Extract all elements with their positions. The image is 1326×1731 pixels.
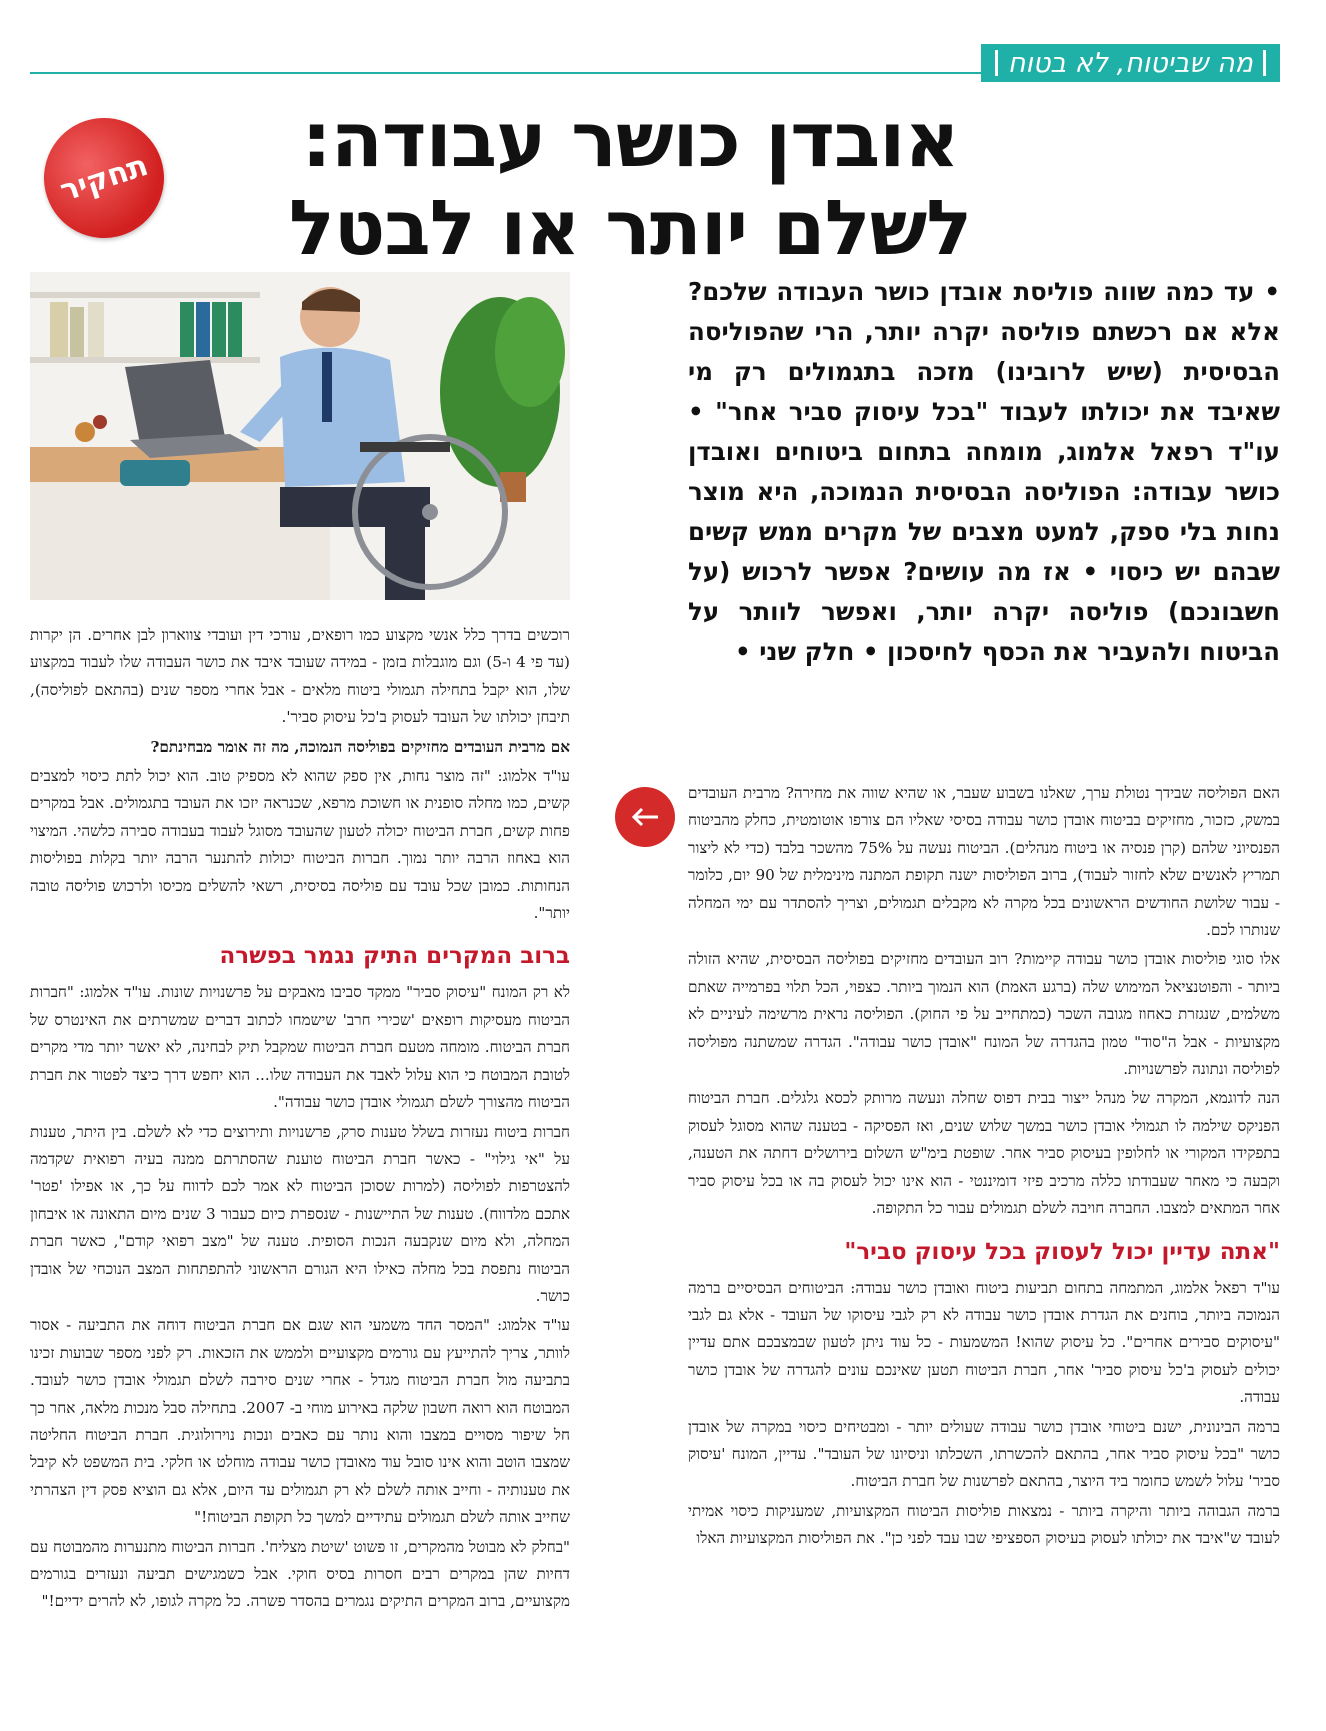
article-photo xyxy=(30,272,570,600)
office-wheelchair-photo xyxy=(30,272,570,600)
subheading-settlement: ברוב המקרים התיק נגמר בפשרה xyxy=(219,943,570,970)
left-column xyxy=(30,622,570,1618)
right-paragraph-4: עו"ד רפאל אלמוג, המתמחה בתחום תביעות ביטוח ואובדן כושר עבודה: הביטוחים הבסיסיים ברמה הנמוכה ביותר, בוחנים את הגדרת אובדן כושר עבודה לא רק לגבי עיסוקו של העובד - אלא גם לגבי "עיסוקים סבירים אחרים". כל עיסוק שהוא! המשמעות - כל עוד ניתן לטעון שבמצבכם אתם עדיין יכולים לעסוק ב'כל עיסוק סביר' אחר, חברת הביטוח תטען שאינכם עונים להגדרה של אובדן כושר עבודה. xyxy=(688,1278,1280,1407)
part-label: חלק שני • xyxy=(735,637,855,666)
section-tag xyxy=(981,44,1280,82)
section-tag-label: מה שביטוח, לא בטוח xyxy=(1007,47,1253,79)
right-column xyxy=(688,780,1280,1555)
subheading-reasonable-occupation: "אתה עדיין יכול לעסוק בכל עיסוק סביר" xyxy=(844,1238,1280,1265)
lead-paragraph xyxy=(688,272,1280,672)
continue-arrow xyxy=(615,787,675,847)
tag-bar-left xyxy=(995,50,998,76)
left-paragraph-2: עו"ד אלמוג: "זה מוצר נחות, אין ספק שהוא לא מספיק טוב. הוא יכול לתת כיסוי למצבים קשים, כמו מחלה סופנית או חשוכת מרפא, שכנראה יזכו את העובד בתגמולים. אבל במקרים פחות קשים, חברת הביטוח יכולה לטעון שהעובד מסוגל לעבוד בעבודה סבירה כלשהי. המיצוי הוא באחוז הרבה יותר נמוך. חברות הביטוח יכולות להתנער הרבה יותר בקלות בפוליסות הנחותות. כמובן שכל עובד עם פוליסה בסיסית, רשאי להשלים מכיסו ולרכוש פוליסה טובה יותר". xyxy=(30,767,570,923)
left-paragraph-5: עו"ד אלמוג: "המסר החד משמעי הוא שגם אם חברת הביטוח דוחה את התביעה - אסור לוותר, צריך להתייעץ עם גורמים מקצועיים ולממש את הזכאות. רק לפני מספר שבועות זכינו בתביעה מול חברת הביטוח מגדל - אחרי שנים סירבה לשלם תגמולי אובדן כושר לעובד. המבוטח הוא רואה חשבון שלקה באירוע מוחי ב- 2007. בתחילה סבל מנכות מלאה, אחר כך חל שיפור מסויים במצבו והוא נותר עם כאבים ונכות נוירולוגית. חברת הביטוח החליטה שמצבו הוטב והוא אינו סובל עוד מאובדן כושר עבודה מוחלט או חלקי. בית המשפט לא קיבל את טענותיה - וחייב אותה לשלם לא רק תגמולים עד היום, אלא גם הוציא פסק דין הצהרתי שחייב אותה לשלם תגמולים עתידיים למשך כל תקופת הביטוח!" xyxy=(30,1316,570,1527)
left-paragraph-3: לא רק המונח "עיסוק סביר" ממקד סביבו מאבקים על פרשנויות שונות. עו"ד אלמוג: "חברות הביטוח מעסיקות רופאים 'שכירי חרב' שישמחו לכתוב דברים שמשרתים את האינטרס של חברת הביטוח. מומחה מטעם חברת הביטוח שמקבל תיק לבחינה, לא יאשר יותר מדי מקרים לטובת המבוטח כי הוא עלול לאבד את העבודה שלו... הוא יחפש דרך כיצד לפטור את חברת הביטוח מהצורך לשלם תגמולי אובדן כושר עבודה". xyxy=(30,983,570,1112)
right-paragraph-5: ברמה הבינונית, ישנם ביטוחי אובדן כושר עבודה שעולים יותר - ומבטיחים כיסוי במקרה של אובדן כושר "בכל עיסוק סביר אחר, בהתאם להכשרתו, השכלתו וניסיונו של העובד". עדיין, המונח 'עיסוק סביר' עלול לשמש כחומר ביד היוצר, בהתאם לפרשנות של חברת הביטוח. xyxy=(688,1417,1280,1491)
badge-label: תחקיר xyxy=(55,147,153,209)
right-paragraph-3: הנה לדוגמא, המקרה של מנהל ייצור בבית דפוס שחלה ונעשה מרותק לכסא גלגלים. חברת הביטוח הפניקס שילמה לו תגמולי אובדן כושר במשך שלוש שנים, ואז הפסיקה - בטענה שהוא מסוגל לעסוק בתפקידו המקורי או לחלופין בעיסוק סביר אחר. שופטת בימ"ש השלום בירושלים דחתה את הטענה, וקבעה כי מאחר שעבודתו כללה מרכיב פיזי דומיננטי - הוא אינו יכול לעסוק בה או בכל עיסוק סביר אחר המתאים למצבו. החברה חויבה לשלם תגמולים עבור כל התקופה. xyxy=(688,1089,1280,1218)
right-paragraph-2: אלו סוגי פוליסות אובדן כושר עבודה קיימות? רוב העובדים מחזיקים בפוליסה הבסיסית, שהיא הזולה ביותר - והפוטנציאל המימוש שלה (ברגע האמת) הוא הנמוך ביותר. כצפוי, הכל תלוי בפרמייה שאתם משלמים, שנגזרת כאחוז מגובה השכר (כמתחייב על פי החוק). הפוליסה נראית מרשימה לעיניים לא מקצועיות - אבל ה"סוד" טמון בהגדרה של המונח "אובדן כושר עבודה". הגדרה שמשתנה מפוליסה לפוליסה ונתונה לפרשנויות. xyxy=(688,950,1280,1079)
left-paragraph-4: חברות ביטוח נעזרות בשלל טענות סרק, פרשנויות ותירוצים כדי לא לשלם. בין היתר, טענות על "אי גילוי" - כאשר חברת הביטוח טוענת שהסתרתם ממנה בעיה רפואית שקדמה להצטרפות לפוליסה (למרות שסוכן הביטוח לא אמר לכם לדווח על כך, או אפילו 'פטר' אתכם מלדווח). טענות של התיישנות - שנספרת כיום כעבור 3 שנים מיום התאונה או איבחון המחלה, ולא מיום שנקבעה הנכות הסופית. טענה של "מצב רפואי קודם", כאשר חברת הביטוח נתפסת בכל מחלה כאילו היא הגורם הראשוני להתפתחות המצב הנוכחי של אובדן כושר. xyxy=(30,1122,570,1305)
lead-text: • עד כמה שווה פוליסת אובדן כושר העבודה שלכם? אלא אם רכשתם פוליסה יקרה יותר, הרי שהפוליסה הבסיסית (שיש לרובינו) מזכה בתגמולים רק מי שאיבד את יכולתו לעבוד "בכל עיסוק סביר אחר" • עו"ד רפאל אלמוג, מומחה בתחום ביטוחים ואובדן כושר עבודה: הפוליסה הבסיסית הנמוכה, היא מוצר נחות בלי ספק, למעט מצבים של מקרים ממש קשים שבהם יש כיסוי • אז מה עושים? אפשר לרכוש (על חשבונכם) פוליסה יקרה יותר, ואפשר לוותר על הביטוח ולהעביר את הכסף לחיסכון • xyxy=(688,277,1280,666)
headline-line-1: אובדן כושר עבודה: xyxy=(301,95,959,184)
left-paragraph-6: "בחלק לא מבוטל מהמקרים, זו פשוט 'שיטת מצליח'. חברות הביטוח מתנערות מהמבוטח עם דחיות שהן במקרים רבים חסרות בסיס חוקי. אבל כשמגישים תביעה ונעזרים בגורמים מקצועיים, ברוב המקרים התיקים נגמרים בהסדר פשרה. כל מקרה לגופו, לא להרים ידיים!" xyxy=(30,1537,570,1611)
headline xyxy=(230,96,1030,272)
right-paragraph-1: האם הפוליסה שבידך נטולת ערך, שאלנו בשבוע שעבר, או שהיא שווה את מחירה? מרבית העובדים במשק, כזכור, מחזיקים בביטוח אובדן כושר עבודה בסיסי שאליו הם צורפו אוטומטית, כחלק מהביטוח הפנסיוני שלהם (קרן פנסיה או ביטוח מנהלים). הביטוח נעשה על 75% מהשכר בלבד (כדי לא ליצור תמריץ לאנשים שלא לחזור לעבוד), ברוב הפוליסות ישנה תקופת המתנה מינימלית של 90 יום, כלומר - עבור שלושת החודשים הראשונים בכל מקרה לא מקבלים תגמולים, וצריך להסתדר עם ימי המחלה שנותרו לכם. xyxy=(688,784,1280,940)
headline-line-2: לשלם יותר או לבטל xyxy=(288,183,972,272)
investigation-badge xyxy=(28,102,179,253)
left-paragraph-1: רוכשים בדרך כלל אנשי מקצוע כמו רופאים, עורכי דין ועובדי צווארון לבן אחרים. הן יקרות (עד פי 4 ו-5) וגם מוגבלות בזמן - במידה שעובד איבד את כושר העבודה שלו לעבוד במקצוע שלו, הוא יקבל בתחילה תגמולי ביטוח מלאים - אבל אחרי מספר שנים (בהתאם לפוליסה), תיבחן יכולתו של העובד לעסוק ב'כל עיסוק סביר'. xyxy=(30,626,570,727)
arrow-left-icon xyxy=(628,800,662,834)
tag-bar-right xyxy=(1263,50,1266,76)
left-question-1: אם מרבית העובדים מחזיקים בפוליסה הנמוכה, מה זה אומר מבחינתם? xyxy=(150,737,570,756)
right-paragraph-6: ברמה הגבוהה ביותר והיקרה ביותר - נמצאות פוליסות הביטוח המקצועיות, שמעניקות כיסוי אמיתי לעובד ש"איבד את יכולתו לעסוק בעיסוק הספציפי שבו עבד לפני כן". את הפוליסות המקצועיות האלו xyxy=(688,1501,1280,1548)
